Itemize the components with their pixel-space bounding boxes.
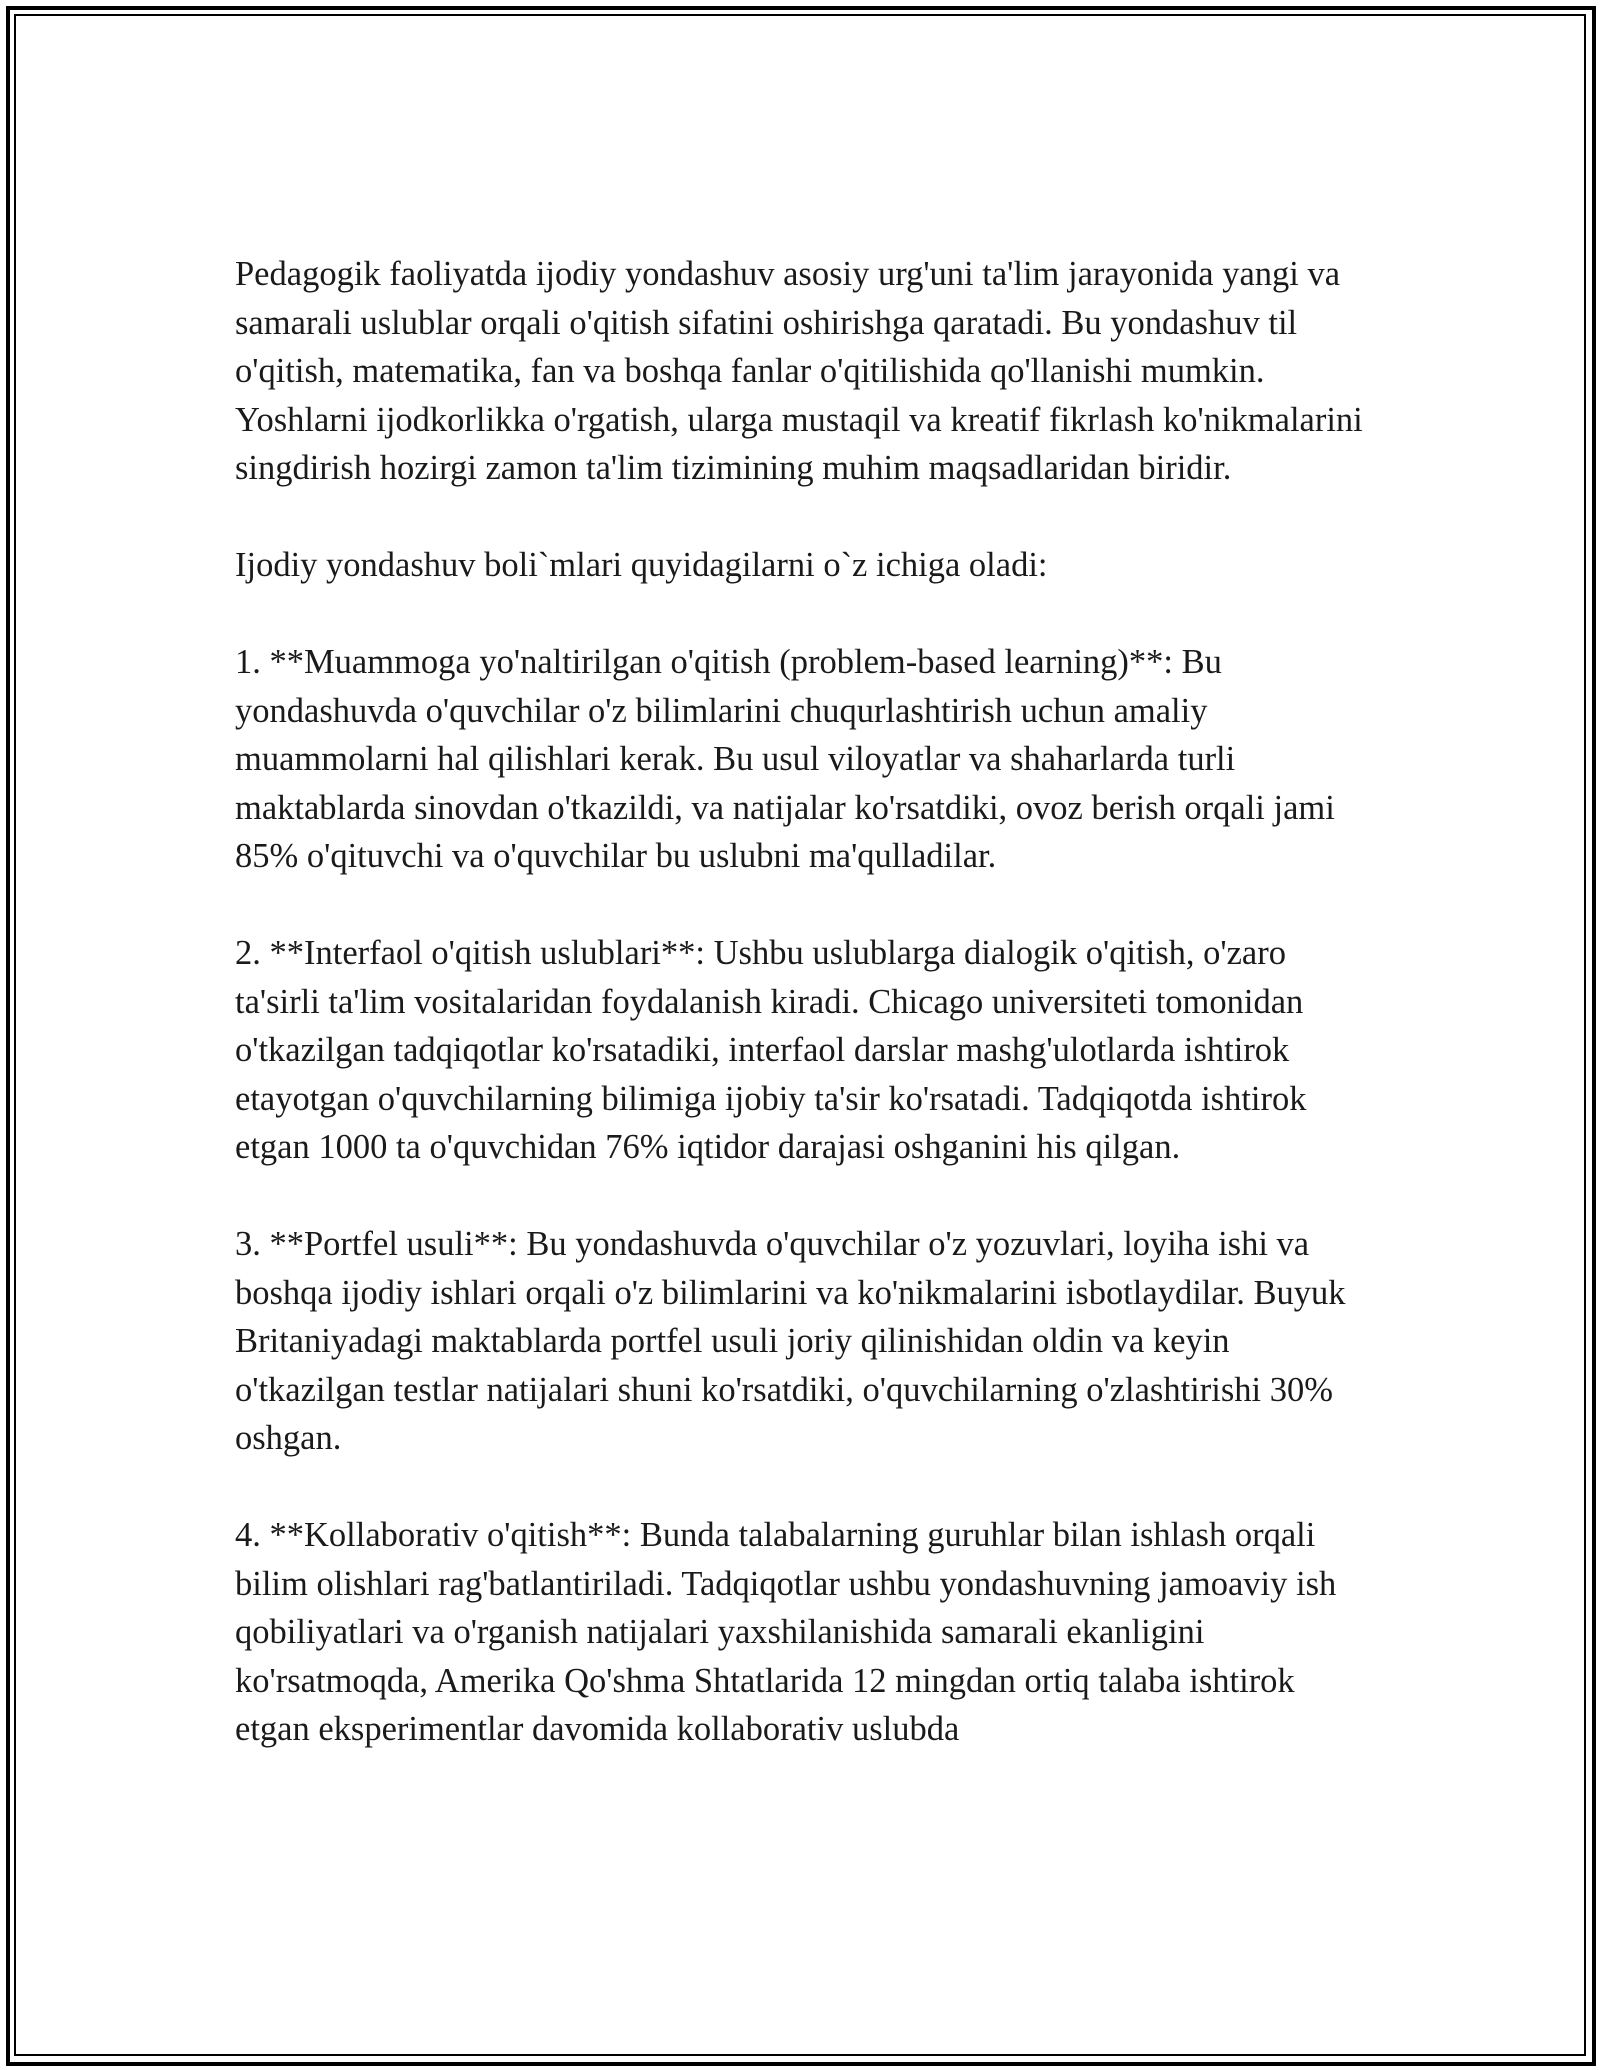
intro-paragraph: Pedagogik faoliyatda ijodiy yondashuv asosiy urg'uni ta'lim jarayonida yangi va samarali uslublar orqali o'qitish sifatini oshirishga qaratadi. Bu yondashuv til o'qitish, matematika, fan va boshqa fanlar o'qitilishida qo'llanishi mumkin. Yoshlarni ijodkorlikka o'rgatish, ularga mustaqil va kreatif fikrlash ko'nikmalarini singdirish hozirgi zamon ta'lim tizimining muhim maqsadlaridan biridir.	[235, 255, 1363, 487]
section-intro-paragraph: Ijodiy yondashuv boli`mlari quyidagilarni o`z ichiga oladi:	[235, 546, 1048, 584]
document-body	[235, 250, 1375, 1802]
list-item-portfolio-method: 3. **Portfel usuli**: Bu yondashuvda o'quvchilar o'z yozuvlari, loyiha ishi va boshqa ijodiy ishlari orqali o'z bilimlarini va ko'nikmalarini isbotlaydilar. Buyuk Britaniyadagi maktablarda portfel usuli joriy qilinishidan oldin va keyin o'tkazilgan testlar natijalari shuni ko'rsatdiki, o'quvchilarning o'zlashtirishi 30% oshgan.	[235, 1225, 1346, 1457]
list-item-collaborative-learning: 4. **Kollaborativ o'qitish**: Bunda talabalarning guruhlar bilan ishlash orqali bilim olishlari rag'batlantiriladi. Tadqiqotlar ushbu yondashuvning jamoaviy ish qobiliyatlari va o'rganish natijalari yaxshilanishida samarali ekanligini ko'rsatmoqda, Amerika Qo'shma Shtatlarida 12 mingdan ortiq talaba ishtirok etgan eksperimentlar davomida kollaborativ uslubda	[235, 1516, 1337, 1748]
list-item-problem-based-learning: 1. **Muammoga yo'naltirilgan o'qitish (problem-based learning)**: Bu yondashuvda o'quvchilar o'z bilimlarini chuqurlashtirish uchun amaliy muammolarni hal qilishlari kerak. Bu usul viloyatlar va shaharlarda turli maktablarda sinovdan o'tkazildi, va natijalar ko'rsatdiki, ovoz berish orqali jami 85% o'qituvchi va o'quvchilar bu uslubni ma'qulladilar.	[235, 643, 1335, 875]
list-item-interactive-teaching: 2. **Interfaol o'qitish uslublari**: Ushbu uslublarga dialogik o'qitish, o'zaro ta'sirli ta'lim vositalaridan foydalanish kiradi. Chicago universiteti tomonidan o'tkazilgan tadqiqotlar ko'rsatadiki, interfaol darslar mashg'ulotlarda ishtirok etayotgan o'quvchilarning bilimiga ijobiy ta'sir ko'rsatadi. Tadqiqotda ishtirok etgan 1000 ta o'quvchidan 76% iqtidor darajasi oshganini his qilgan.	[235, 934, 1307, 1166]
